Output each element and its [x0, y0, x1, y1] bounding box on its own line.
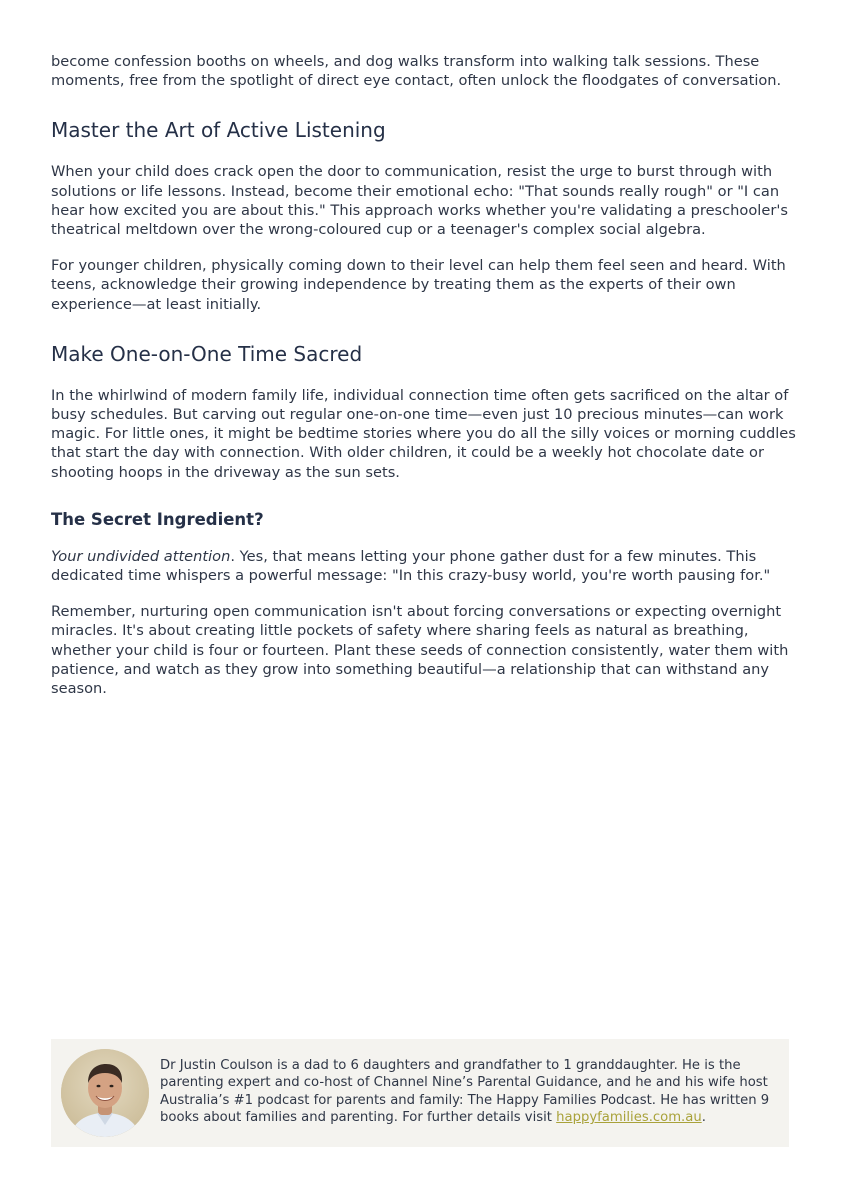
author-avatar [61, 1049, 149, 1137]
author-bio-end: . [701, 1110, 706, 1126]
active-listening-paragraph-1: When your child does crack open the door to communication, resist the urge to burst through with solutions or life lessons. Instead, become their emotional echo: "That sounds really rough" or "I can hear how excited you are about this." This approach works whether you're validating a preschooler's theatrical meltdown over the wrong-coloured cup or a teenager's complex social algebra. [51, 163, 788, 239]
happyfamilies-link[interactable]: happyfamilies.com.au [556, 1110, 702, 1126]
active-listening-paragraph-2: For younger children, physically coming down to their level can help them feel seen and heard. With teens, acknowledge their growing independence by treating them as the experts of their own experience—at least initially. [51, 257, 786, 313]
section-heading-one-on-one-time: Make One-on-One Time Sacred [51, 341, 363, 366]
secret-ingredient-paragraph [51, 547, 801, 585]
author-bio-text: Dr Justin Coulson is a dad to 6 daughters and grandfather to 1 granddaughter. He is the parenting expert and co-host of Channel Nine’s Parental Guidance, and he and his wife host Australia’s #1 podcast for parents and family: The Happy Families Podcast. He has written 9 books about families and parenting. For further details visit [160, 1058, 770, 1126]
closing-paragraph: Remember, nurturing open communication isn't about forcing conversations or expecting overnight miracles. It's about creating little pockets of safety where sharing feels as natural as breathing, whether your child is four or fourteen. Plant these seeds of connection consistently, water them with patience, and watch as they grow into something beautiful—a relationship that can withstand any season. [51, 603, 789, 698]
author-bio-box [51, 1039, 789, 1147]
author-bio [160, 1057, 780, 1127]
undivided-attention-emphasis: Your undivided attention [51, 547, 231, 565]
one-on-one-paragraph: In the whirlwind of modern family life, individual connection time often gets sacrificed on the altar of busy schedules. But carving out regular one-on-one time—even just 10 precious minutes—can work magic. For little ones, it might be bedtime stories where you do all the silly voices or morning cuddles that start the day with connection. With older children, it could be a weekly hot chocolate date or shooting hoops in the driveway as the sun sets. [51, 386, 796, 481]
article-body [51, 52, 801, 698]
subheading-secret-ingredient: The Secret Ingredient? [51, 509, 264, 529]
author-photo-icon [61, 1049, 149, 1137]
secret-ingredient-text: . Yes, that means letting your phone gather dust for a few minutes. This dedicated time whispers a powerful message: "In this crazy-busy world, you're worth pausing for." [51, 547, 771, 585]
intro-paragraph: become confession booths on wheels, and dog walks transform into walking talk sessions. These moments, free from the spotlight of direct eye contact, often unlock the floodgates of conversation. [51, 53, 782, 90]
section-heading-active-listening: Master the Art of Active Listening [51, 118, 386, 143]
